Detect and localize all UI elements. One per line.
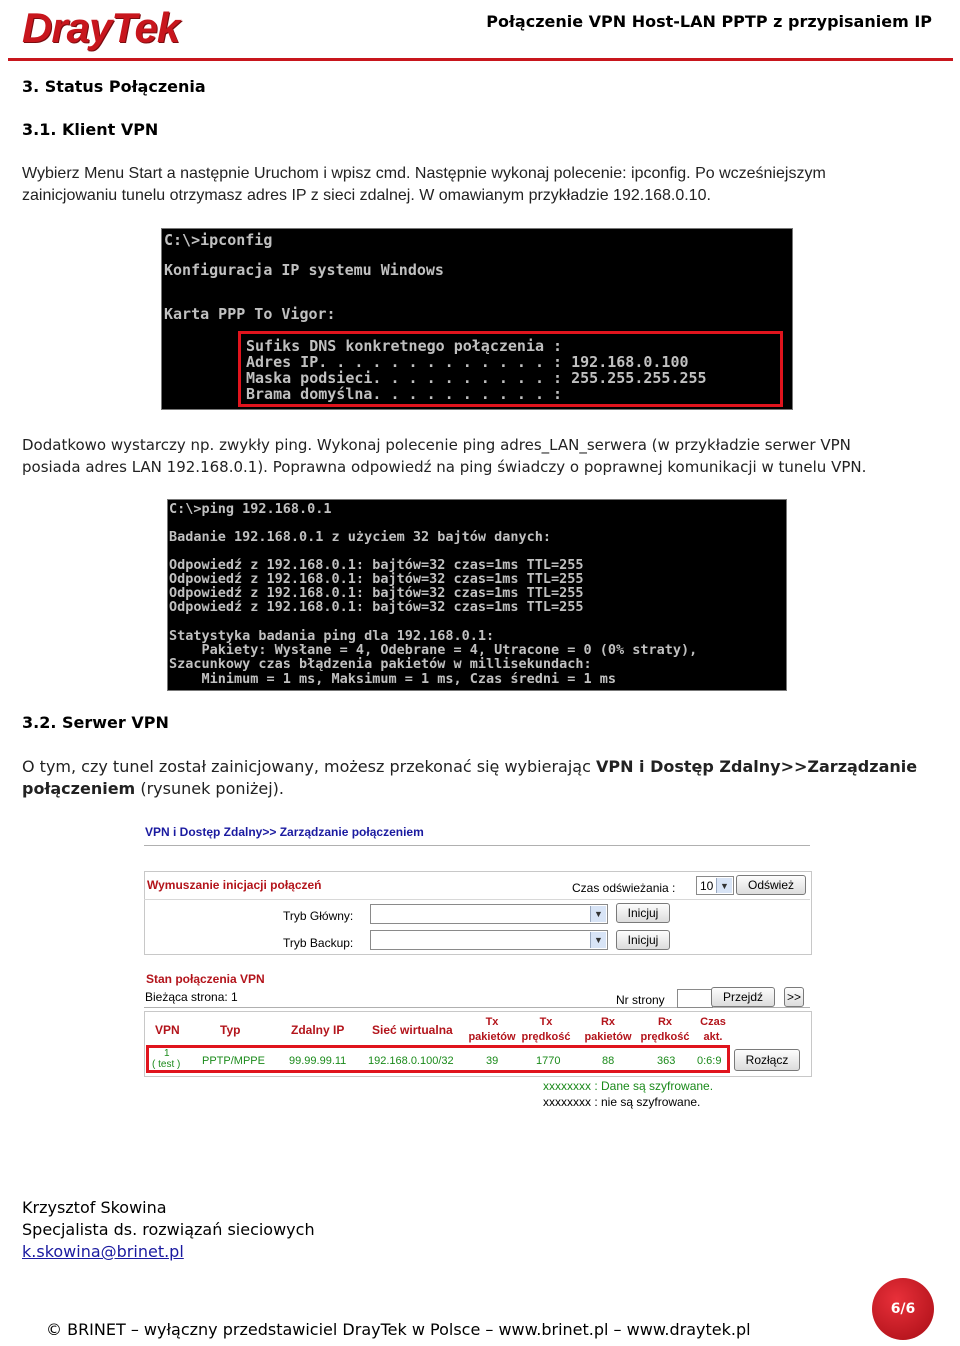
draytek-logo: DrayTek: [22, 4, 180, 51]
paragraph-ping: [22, 434, 932, 478]
author-name: Krzysztof Skowina: [22, 1198, 167, 1217]
backup-mode-label: Tryb Backup:: [283, 936, 354, 950]
paragraph-line: Wybierz Menu Start a następnie Uruchom i wpisz cmd. Następnie wykonaj polecenie: ipconfig. Po wcześniejszym: [22, 165, 826, 182]
subsection-heading-client: 3.1. Klient VPN: [22, 120, 159, 139]
footer-text: © BRINET – wyłączny przedstawiciel DrayTek w Polsce – www.brinet.pl – www.draytek.pl: [46, 1320, 751, 1339]
cmd-line: Statystyka badania ping dla 192.168.0.1:: [169, 628, 495, 644]
cmd-line: C:\>ipconfig: [164, 231, 273, 249]
chevron-down-icon: ▼: [590, 906, 606, 922]
uptime: 0:6:9: [697, 1055, 722, 1067]
cmd-line: Minimum = 1 ms, Maksimum = 1 ms, Czas średni = 1 ms: [169, 671, 617, 687]
refresh-value: 10: [700, 879, 714, 893]
current-page: Bieżąca strona: 1: [145, 990, 238, 1004]
dial-main-button[interactable]: Inicjuj: [616, 903, 670, 923]
cmd-line: Karta PPP To Vigor:: [164, 305, 336, 323]
column-header: Tx pakietów: [468, 1016, 516, 1043]
paragraph-line: [22, 778, 932, 800]
subsection-heading-server: 3.2. Serwer VPN: [22, 713, 169, 732]
refresh-select[interactable]: [696, 876, 734, 895]
menu-path: VPN i Dostęp Zdalny>>Zarządzanie: [595, 757, 918, 776]
router-connection-management: [140, 815, 815, 1110]
cmd-line: Odpowiedź z 192.168.0.1: bajtów=32 czas=1ms TTL=255: [169, 585, 584, 601]
page-title: Połączenie VPN Host-LAN PPTP z przypisaniem IP: [486, 12, 932, 31]
vpn-status-title: Stan połączenia VPN: [146, 972, 265, 986]
menu-path: połączeniem: [22, 779, 136, 798]
paragraph-text: O tym, czy tunel został zainicjowany, możesz przekonać się wybierając: [22, 757, 596, 776]
vpn-type: PPTP/MPPE: [202, 1055, 265, 1067]
paragraph-line: Dodatkowo wystarczy np. zwykły ping. Wykonaj polecenie ping adres_LAN_serwera (w przykładzie serwer VPN: [22, 436, 851, 454]
author-email-link[interactable]: k.skowina@brinet.pl: [22, 1242, 184, 1261]
page-number-badge: 6/6: [872, 1278, 934, 1340]
next-page-button[interactable]: >>: [784, 987, 804, 1007]
main-mode-select[interactable]: [370, 904, 608, 924]
cmd-line: Szacunkowy czas błądzenia pakietów w millisekundach:: [169, 656, 592, 672]
column-header: Sieć wirtualna: [372, 1023, 453, 1037]
column-header: Rx pakietów: [584, 1016, 632, 1043]
author-block: [22, 1197, 315, 1263]
backup-mode-select[interactable]: [370, 930, 608, 950]
legend-encrypted: xxxxxxxx : Dane są szyfrowane.: [543, 1079, 714, 1093]
cmd-line: Odpowiedź z 192.168.0.1: bajtów=32 czas=1ms TTL=255: [169, 599, 584, 615]
column-header: Tx prędkość: [521, 1016, 571, 1043]
column-header: Rx prędkość: [640, 1016, 690, 1043]
paragraph-line: [22, 756, 932, 778]
cmd-line: Sufiks DNS konkretnego połączenia :: [246, 337, 563, 355]
highlight-box: [238, 331, 783, 407]
virtual-network: 192.168.0.100/32: [368, 1055, 454, 1067]
rx-packets: 88: [602, 1055, 615, 1067]
cmd-line: Maska podsieci. . . . . . . . . . : 255.255.255.255: [246, 369, 707, 387]
chevron-down-icon: ▼: [716, 878, 732, 893]
header-divider: [8, 58, 953, 61]
refresh-label: Czas odświeżania :: [572, 881, 676, 895]
cmd-line: Odpowiedź z 192.168.0.1: bajtów=32 czas=1ms TTL=255: [169, 557, 584, 573]
paragraph-text: (rysunek poniżej).: [135, 779, 284, 798]
ping-screenshot: [167, 499, 787, 691]
vpn-profile-name: ( test ): [152, 1059, 181, 1070]
cmd-line: Adres IP. . . . . . . . . . . . . : 192.168.0.100: [246, 353, 689, 371]
chevron-down-icon: ▼: [590, 932, 606, 948]
remote-ip: 99.99.99.11: [289, 1055, 347, 1067]
divider: [144, 845, 810, 846]
ipconfig-screenshot: [161, 228, 793, 410]
divider: [144, 899, 810, 900]
column-header: Czas akt.: [700, 1016, 726, 1043]
cmd-line: Badanie 192.168.0.1 z użyciem 32 bajtów danych:: [169, 529, 552, 545]
legend-plain: xxxxxxxx : nie są szyfrowane.: [543, 1095, 701, 1109]
rx-rate: 363: [657, 1055, 676, 1067]
dial-out-title: Wymuszanie inicjacji połączeń: [147, 878, 322, 892]
paragraph-line: zainicjowaniu tunelu otrzymasz adres IP z sieci zdalnej. W omawianym przykładzie 192.168.0.10.: [22, 187, 711, 204]
cmd-line: Konfiguracja IP systemu Windows: [164, 261, 444, 279]
router-breadcrumb: VPN i Dostęp Zdalny>> Zarządzanie połączeniem: [145, 825, 424, 839]
cmd-line: C:\>ping 192.168.0.1: [169, 501, 332, 517]
page-number-input[interactable]: [677, 989, 713, 1008]
column-header: Typ: [220, 1023, 241, 1037]
section-heading: 3. Status Połączenia: [22, 77, 206, 96]
tx-packets: 39: [486, 1055, 499, 1067]
refresh-button[interactable]: Odśwież: [736, 875, 806, 895]
paragraph-line: posiada adres LAN 192.168.0.1). Poprawna odpowiedź na ping świadczy o poprawnej komunikacji w tunelu VPN.: [22, 458, 867, 476]
vpn-index: 1: [164, 1048, 170, 1059]
disconnect-button[interactable]: Rozłącz: [734, 1049, 800, 1071]
main-mode-label: Tryb Główny:: [283, 909, 354, 923]
paragraph-server: [22, 756, 932, 800]
tx-rate: 1770: [536, 1055, 561, 1067]
author-role: Specjalista ds. rozwiązań sieciowych: [22, 1220, 315, 1239]
column-header: VPN: [155, 1023, 180, 1037]
cmd-line: Brama domyślna. . . . . . . . . . :: [246, 385, 563, 403]
column-header: Zdalny IP: [291, 1023, 345, 1037]
dial-backup-button[interactable]: Inicjuj: [616, 930, 670, 950]
cmd-line: Pakiety: Wysłane = 4, Odebrane = 4, Utracone = 0 (0% straty),: [169, 642, 698, 658]
paragraph-ipconfig: [22, 163, 932, 207]
page-number-label: Nr strony: [616, 993, 665, 1007]
go-button[interactable]: Przejdź: [711, 987, 775, 1007]
cmd-line: Odpowiedź z 192.168.0.1: bajtów=32 czas=1ms TTL=255: [169, 571, 584, 587]
